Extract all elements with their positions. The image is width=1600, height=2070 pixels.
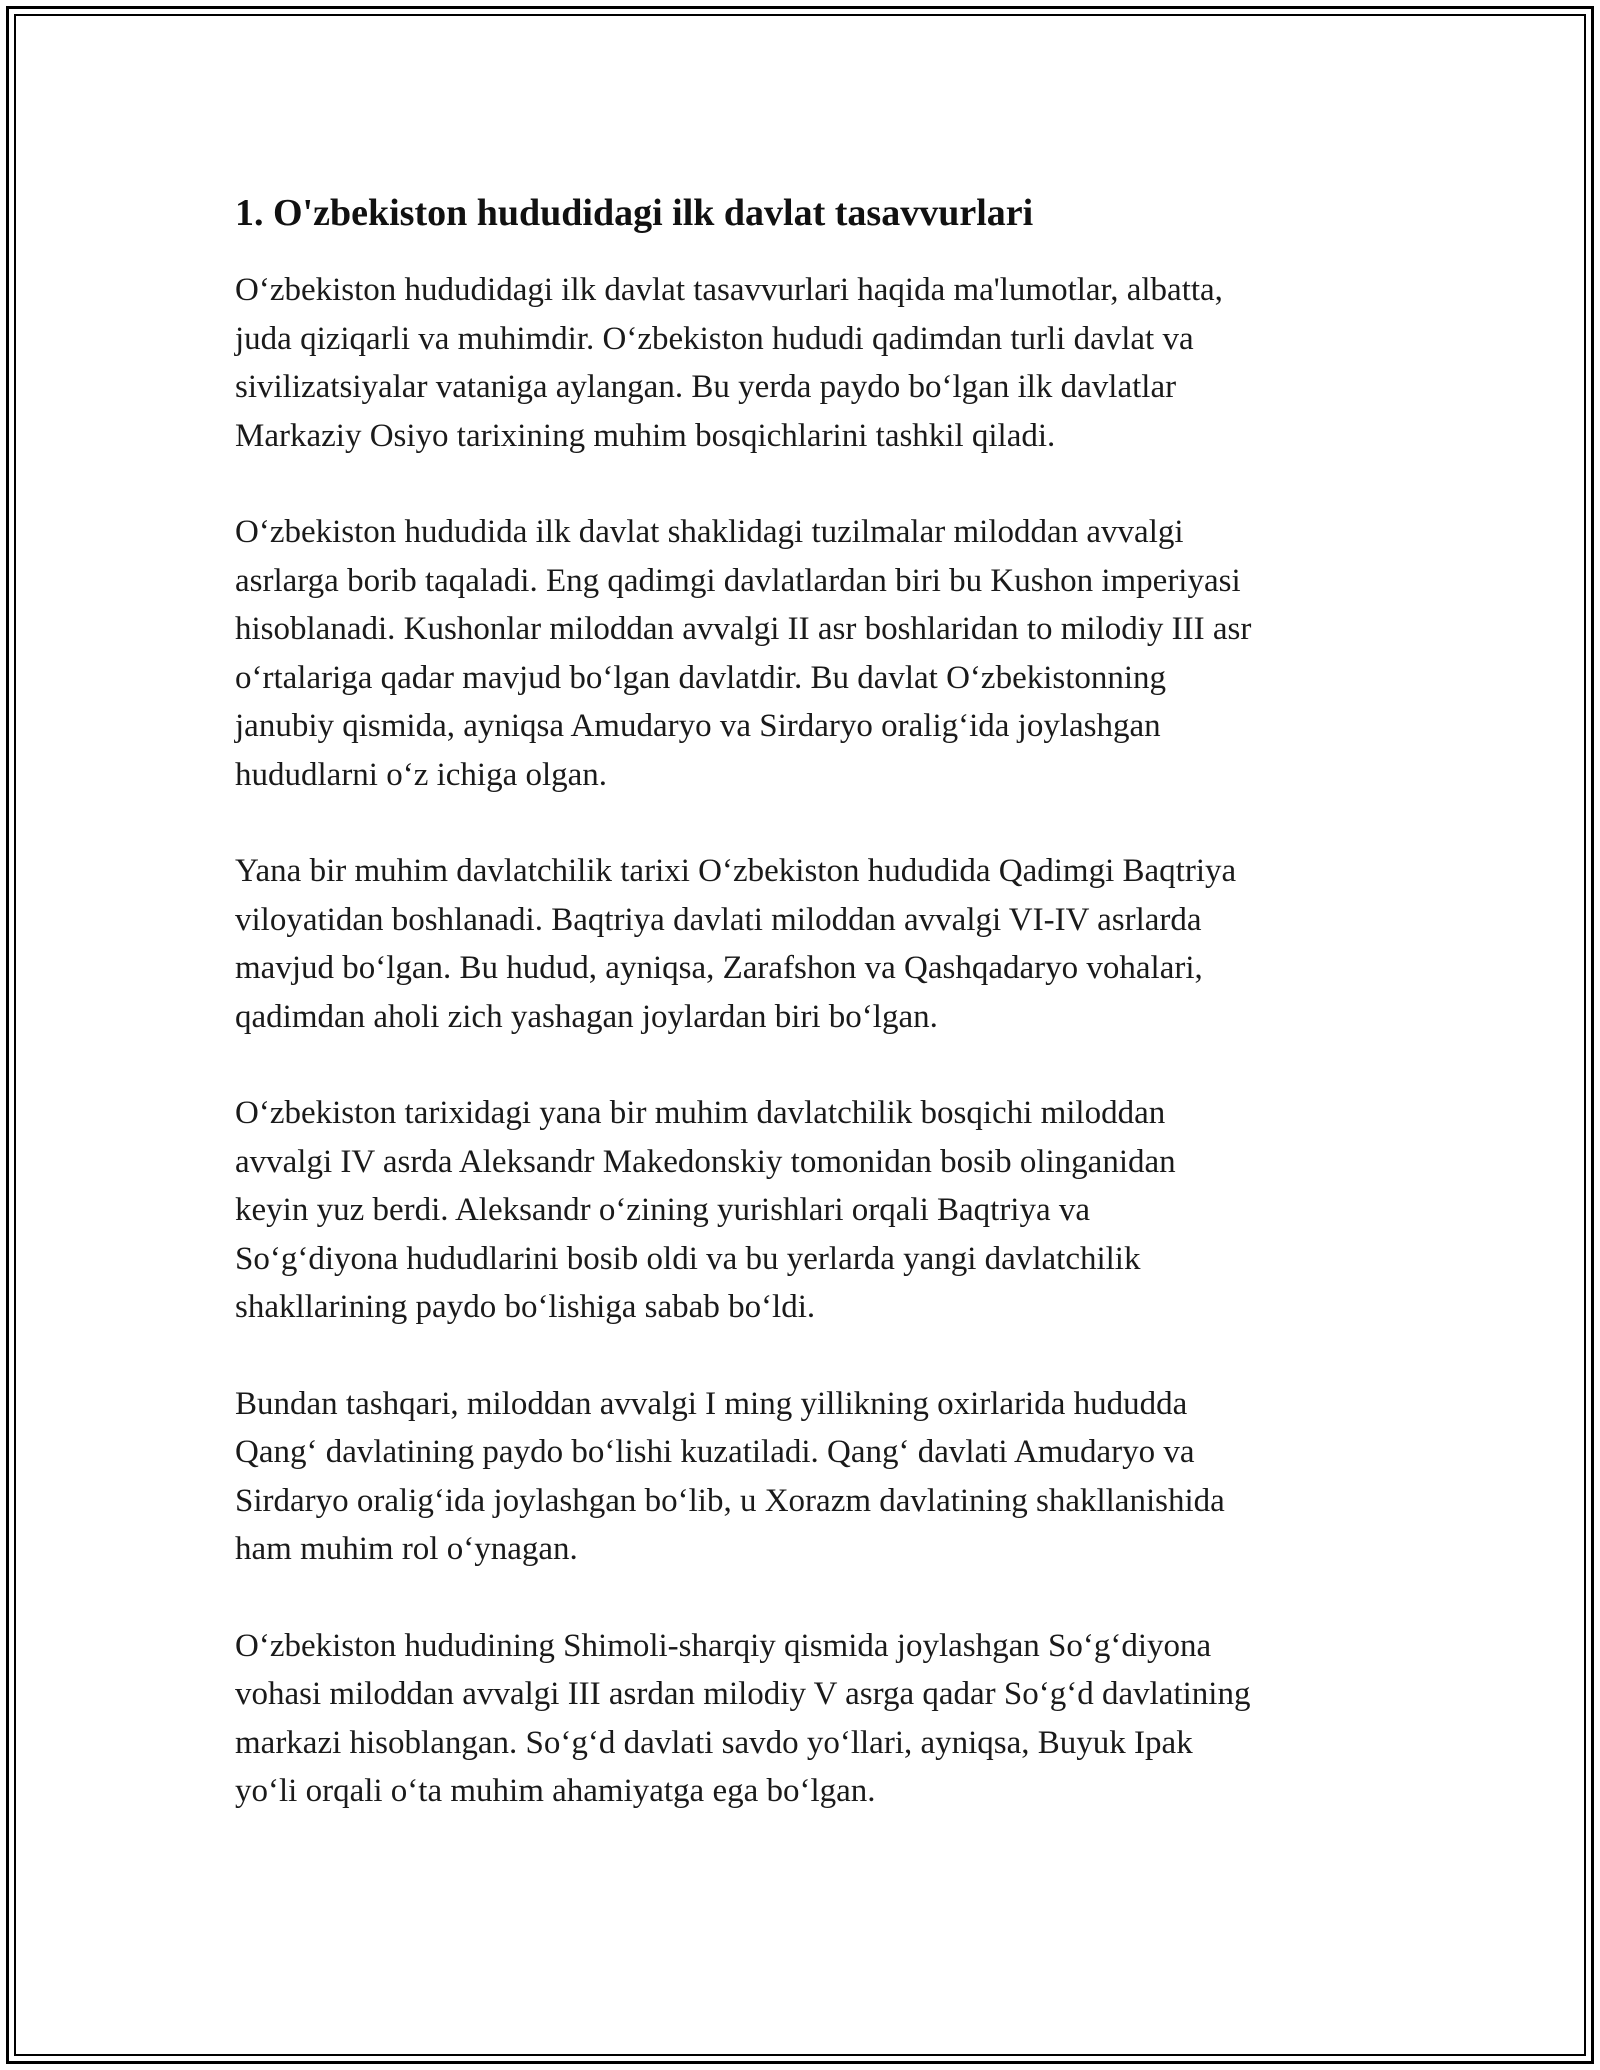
paragraph-line: hududlarni o‘z ichiga olgan. [235, 756, 608, 793]
paragraph-line: avvalgi IV asrda Aleksandr Makedonskiy tomonidan bosib olinganidan [235, 1143, 1176, 1180]
paragraph-line: Yana bir muhim davlatchilik tarixi O‘zbekiston hududida Qadimgi Baqtriya [235, 853, 1237, 889]
paragraph-4 [235, 1089, 1385, 1332]
paragraph-line: Bundan tashqari, miloddan avvalgi I ming yillikning oxirlarida hududda [235, 1385, 1188, 1422]
paragraph-3 [235, 847, 1385, 1041]
paragraph-1 [235, 266, 1385, 460]
paragraph-line: o‘rtalariga qadar mavjud bo‘lgan davlatdir. Bu davlat O‘zbekistonning [235, 659, 1167, 696]
section-heading: 1. O'zbekiston hududidagi ilk davlat tasavvurlari [235, 192, 1034, 234]
paragraph-line: viloyatidan boshlanadi. Baqtriya davlati miloddan avvalgi VI-IV asrlarda [235, 901, 1202, 938]
paragraph-6 [235, 1622, 1385, 1816]
document-body [235, 188, 1385, 1864]
paragraph-line: O‘zbekiston tarixidagi yana bir muhim davlatchilik bosqichi miloddan [235, 1095, 1166, 1131]
paragraph-line: hisoblanadi. Kushonlar miloddan avvalgi II asr boshlaridan to milodiy III asr [235, 611, 1252, 647]
paragraph-line: ham muhim rol o‘ynagan. [235, 1531, 578, 1567]
paragraph-line: So‘g‘diyona hududlarini bosib oldi va bu yerlarda yangi davlatchilik [235, 1240, 1141, 1277]
paragraph-5 [235, 1380, 1385, 1574]
paragraph-line: Qang‘ davlatining paydo bo‘lishi kuzatiladi. Qang‘ davlati Amudaryo va [235, 1434, 1195, 1470]
paragraph-line: O‘zbekiston hududidagi ilk davlat tasavvurlari haqida ma'lumotlar, albatta, [235, 272, 1223, 308]
paragraph-line: vohasi miloddan avvalgi III asrdan milodiy V asrga qadar So‘g‘d davlatining [235, 1676, 1251, 1712]
paragraph-line: mavjud bo‘lgan. Bu hudud, ayniqsa, Zarafshon va Qashqadaryo vohalari, [235, 950, 1203, 986]
paragraph-line: shakllarining paydo bo‘lishiga sabab bo‘ldi. [235, 1289, 816, 1325]
paragraph-line: markazi hisoblangan. So‘g‘d davlati savdo yo‘llari, ayniqsa, Buyuk Ipak [235, 1724, 1193, 1761]
paragraph-line: qadimdan aholi zich yashagan joylardan biri bo‘lgan. [235, 998, 938, 1035]
paragraph-line: janubiy qismida, ayniqsa Amudaryo va Sirdaryo oralig‘ida joylashgan [235, 708, 1161, 744]
paragraph-line: keyin yuz berdi. Aleksandr o‘zining yurishlari orqali Baqtriya va [235, 1192, 1091, 1228]
paragraph-line: yo‘li orqali o‘ta muhim ahamiyatga ega bo‘lgan. [235, 1773, 876, 1809]
paragraph-line: asrlarga borib taqaladi. Eng qadimgi davlatlardan biri bu Kushon imperiyasi [235, 562, 1241, 599]
paragraph-2 [235, 508, 1385, 799]
paragraph-line: juda qiziqarli va muhimdir. O‘zbekiston hududi qadimdan turli davlat va [235, 320, 1194, 357]
paragraph-line: Markaziy Osiyo tarixining muhim bosqichlarini tashkil qiladi. [235, 417, 1056, 454]
paragraph-line: sivilizatsiyalar vataniga aylangan. Bu yerda paydo bo‘lgan ilk davlatlar [235, 369, 1177, 405]
paragraph-line: Sirdaryo oralig‘ida joylashgan bo‘lib, u Xorazm davlatining shakllanishida [235, 1482, 1225, 1519]
paragraph-line: O‘zbekiston hududida ilk davlat shaklidagi tuzilmalar miloddan avvalgi [235, 514, 1184, 550]
paragraph-line: O‘zbekiston hududining Shimoli-sharqiy qismida joylashgan So‘g‘diyona [235, 1627, 1212, 1664]
